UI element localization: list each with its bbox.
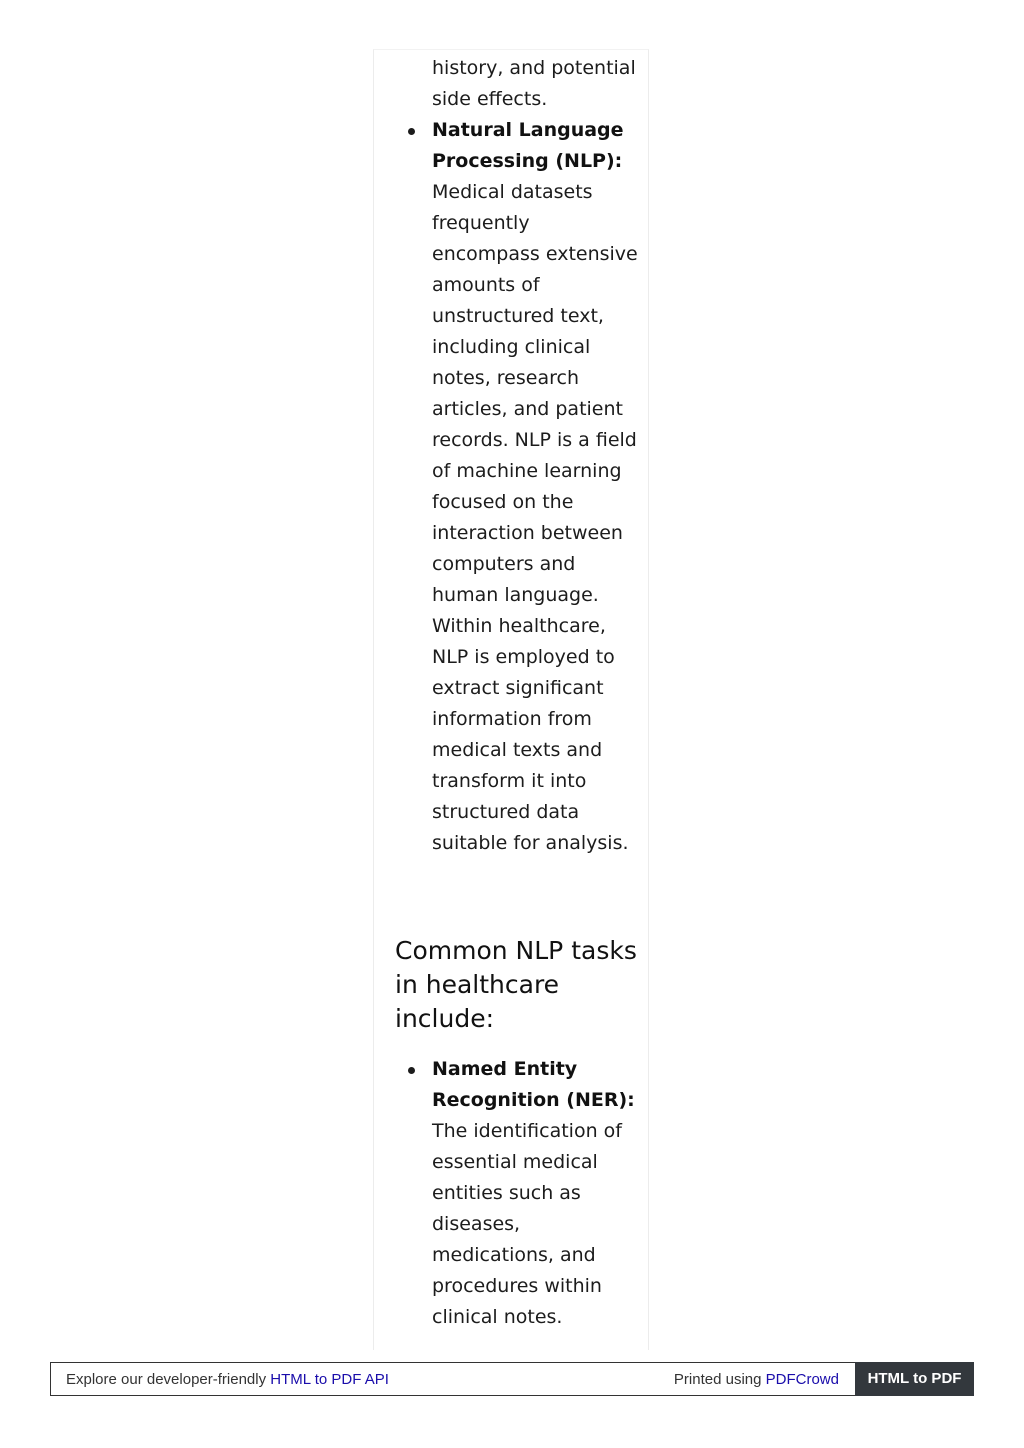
list-item	[374, 115, 648, 859]
list-item	[374, 50, 648, 115]
html-to-pdf-badge[interactable]: HTML to PDF	[855, 1362, 974, 1396]
print-footer	[50, 1362, 974, 1396]
task-list	[374, 1054, 648, 1333]
list-item-term: Natural Language Processing (NLP):	[432, 119, 624, 172]
article-column	[373, 49, 649, 1350]
html-to-pdf-api-link[interactable]: HTML to PDF API	[270, 1371, 389, 1388]
list-item-text: history, and potential side effects.	[432, 57, 636, 110]
pdfcrowd-link[interactable]: PDFCrowd	[765, 1371, 839, 1388]
footer-credit	[674, 1371, 839, 1388]
feature-list	[374, 50, 648, 859]
bullet-icon	[408, 128, 415, 135]
section-heading: Common NLP tasks in healthcare include:	[395, 936, 637, 1033]
footer-promo	[66, 1371, 389, 1388]
list-item-term: Named Entity Recognition (NER):	[432, 1058, 635, 1111]
list-item	[374, 1054, 648, 1333]
footer-promo-text: Explore our developer-friendly	[66, 1371, 267, 1388]
footer-credit-text: Printed using	[673, 1371, 762, 1388]
list-item-text: The identification of essential medical entities such as diseases, medications, and procedures within clinical notes.	[432, 1120, 622, 1328]
bullet-icon	[408, 1067, 415, 1074]
list-item-text: Medical datasets frequently encompass extensive amounts of unstructured text, including clinical notes, research articles, and patient records. NLP is a field of machine learning focused on the interaction between computers and human language. Within healthcare, NLP is employed to extract significant information from medical texts and transform it into structured data suitable for analysis.	[432, 181, 638, 854]
